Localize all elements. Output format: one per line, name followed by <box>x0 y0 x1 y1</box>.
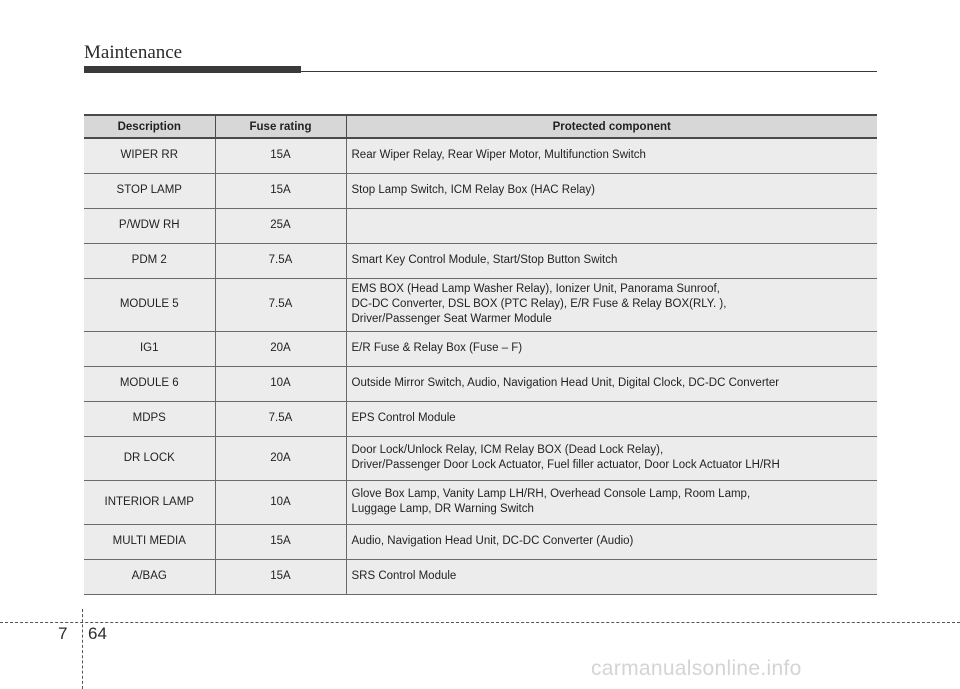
component-line: DC-DC Converter, DSL BOX (PTC Relay), E/R Fuse & Relay BOX(RLY. ), <box>351 298 727 310</box>
table-row <box>84 331 877 366</box>
cell-fuse-rating: 25A <box>215 208 346 243</box>
table-row <box>84 401 877 436</box>
footer-vertical-divider <box>82 609 83 689</box>
table-row <box>84 524 877 559</box>
section-title: Maintenance <box>84 42 183 63</box>
title-underline-thin <box>301 71 877 72</box>
cell-fuse-rating: 7.5A <box>215 243 346 278</box>
table-row <box>84 208 877 243</box>
title-underline-thick <box>84 66 301 73</box>
component-line: SRS Control Module <box>351 570 457 582</box>
cell-protected-component <box>346 524 877 559</box>
cell-fuse-rating: 10A <box>215 366 346 401</box>
cell-description: INTERIOR LAMP <box>84 480 215 524</box>
component-line: EPS Control Module <box>351 412 456 424</box>
column-header-fuse-rating: Fuse rating <box>215 115 346 138</box>
footer-divider <box>0 622 960 623</box>
component-line: E/R Fuse & Relay Box (Fuse – F) <box>351 342 523 354</box>
cell-description: WIPER RR <box>84 138 215 173</box>
component-line: Smart Key Control Module, Start/Stop Button Switch <box>351 254 618 266</box>
cell-protected-component <box>346 366 877 401</box>
component-line: Audio, Navigation Head Unit, DC-DC Converter (Audio) <box>351 535 634 547</box>
cell-protected-component <box>346 208 877 243</box>
table-row <box>84 559 877 594</box>
component-line: Stop Lamp Switch, ICM Relay Box (HAC Relay) <box>351 184 595 196</box>
cell-fuse-rating: 15A <box>215 138 346 173</box>
cell-fuse-rating: 20A <box>215 331 346 366</box>
cell-protected-component <box>346 173 877 208</box>
cell-description: PDM 2 <box>84 243 215 278</box>
cell-description: A/BAG <box>84 559 215 594</box>
cell-protected-component <box>346 138 877 173</box>
component-line: Driver/Passenger Door Lock Actuator, Fuel filler actuator, Door Lock Actuator LH/RH <box>351 459 780 471</box>
cell-fuse-rating: 10A <box>215 480 346 524</box>
component-line: Rear Wiper Relay, Rear Wiper Motor, Multifunction Switch <box>351 149 646 162</box>
cell-description: MODULE 5 <box>84 278 215 331</box>
cell-fuse-rating: 15A <box>215 559 346 594</box>
cell-description: STOP LAMP <box>84 173 215 208</box>
column-header-description: Description <box>84 115 215 138</box>
component-line: Door Lock/Unlock Relay, ICM Relay BOX (Dead Lock Relay), <box>351 444 664 456</box>
component-line: EMS BOX (Head Lamp Washer Relay), Ionizer Unit, Panorama Sunroof, <box>351 283 720 295</box>
component-line: Driver/Passenger Seat Warmer Module <box>351 313 552 325</box>
table-header-row <box>84 115 877 138</box>
table-row <box>84 436 877 480</box>
cell-protected-component <box>346 480 877 524</box>
table-row <box>84 173 877 208</box>
table-row <box>84 138 877 173</box>
component-line: Glove Box Lamp, Vanity Lamp LH/RH, Overhead Console Lamp, Room Lamp, <box>351 488 751 500</box>
cell-protected-component <box>346 559 877 594</box>
table-row <box>84 278 877 331</box>
cell-protected-component <box>346 243 877 278</box>
cell-protected-component <box>346 436 877 480</box>
fuse-table <box>84 114 877 595</box>
cell-description: MULTI MEDIA <box>84 524 215 559</box>
column-header-protected-component: Protected component <box>346 115 877 138</box>
cell-description: DR LOCK <box>84 436 215 480</box>
cell-protected-component <box>346 401 877 436</box>
cell-description: MDPS <box>84 401 215 436</box>
cell-description: P/WDW RH <box>84 208 215 243</box>
fuse-table-body <box>84 138 877 594</box>
cell-fuse-rating: 20A <box>215 436 346 480</box>
component-line: Outside Mirror Switch, Audio, Navigation Head Unit, Digital Clock, DC-DC Converter <box>351 377 780 389</box>
cell-fuse-rating: 15A <box>215 173 346 208</box>
cell-fuse-rating: 7.5A <box>215 401 346 436</box>
cell-description: MODULE 6 <box>84 366 215 401</box>
cell-description: IG1 <box>84 331 215 366</box>
table-row <box>84 480 877 524</box>
watermark: carmanualsonline.info <box>591 657 802 680</box>
page-number: 64 <box>88 624 107 643</box>
component-line: Luggage Lamp, DR Warning Switch <box>351 503 534 515</box>
table-row <box>84 243 877 278</box>
cell-fuse-rating: 7.5A <box>215 278 346 331</box>
chapter-number: 7 <box>58 624 68 643</box>
cell-protected-component <box>346 331 877 366</box>
cell-fuse-rating: 15A <box>215 524 346 559</box>
cell-protected-component <box>346 278 877 331</box>
table-row <box>84 366 877 401</box>
